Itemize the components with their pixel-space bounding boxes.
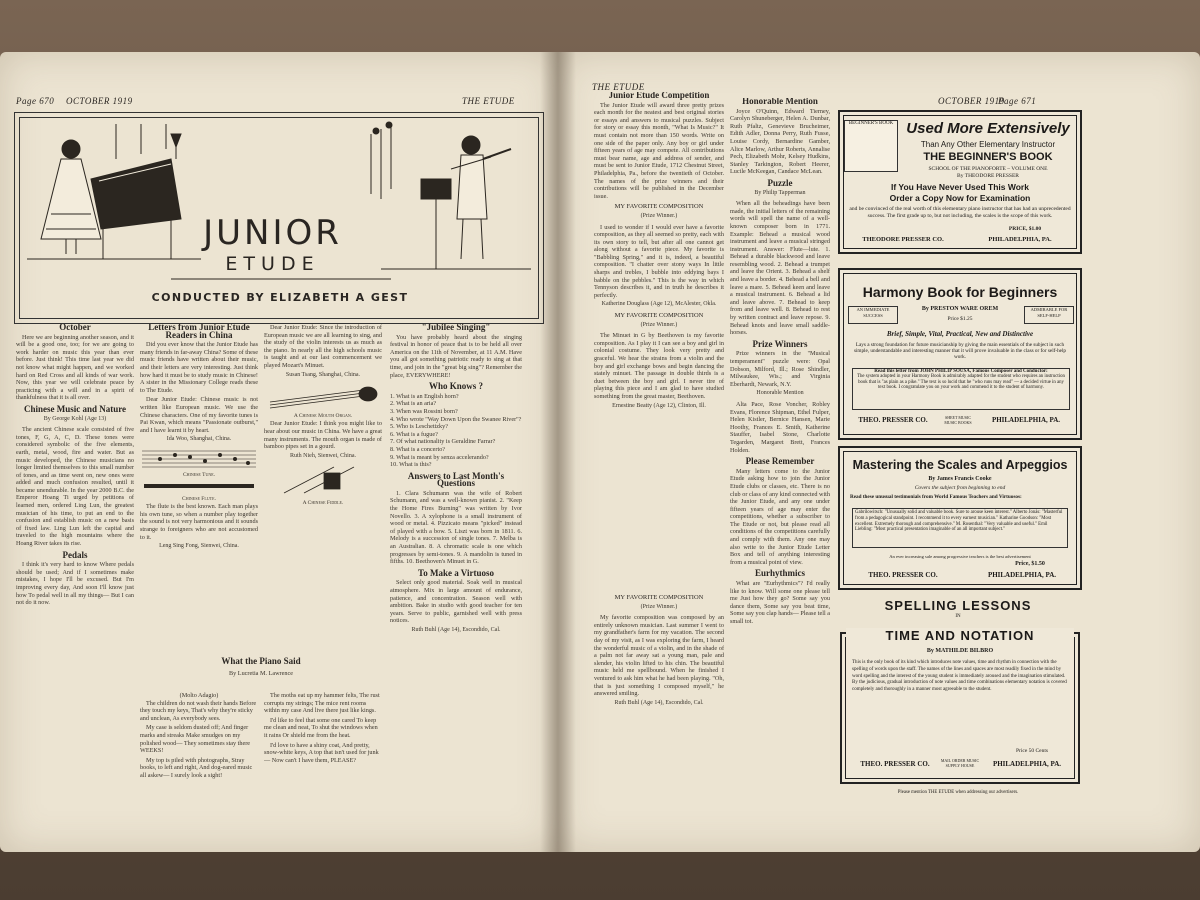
piano-poem-byline: By Lucretia M. Lawrence [229, 670, 293, 677]
piano-poem-title: What the Piano Said [221, 656, 301, 666]
stanza-1: The children do not wash their hands Before they touch my keys, That's why they're sticky and unclean, As everybody sees. [140, 699, 257, 722]
quiz-item: 6. What is a fugue? [390, 430, 438, 438]
girl-dress [41, 159, 101, 239]
ad-3-title: Mastering the Scales and Arpeggios [852, 458, 1068, 472]
advertisers-footer: Please mention THE ETUDE when addressing our advertisers. [897, 790, 1019, 795]
beginners-book-ad [838, 110, 1082, 254]
mouth-organ-figure [264, 382, 382, 410]
ad-3-quotes: Gabrilowitsch: "Unusually solid and valuable book. Sure to arouse keen interest." Alberto Jonás: "Masterful from a pedagogical standpoint. I recommend it to every earnest musician." Katharine Goodson: "Most excellent. Extremely thorough and comprehensive." M. Rosenthal: "Very valuable and useful." Emil Liebling: "Most practical presentation imaginable of an all important subject." [852, 508, 1068, 548]
ad-2-quote: The system adopted in your Harmony Book is admirably adapted for the student who requires an instruction book that is "as plain as a pike." The text is so lucid that he "who runs may read" — a decided virtue in any text book. I congratulate you on your work and commend it to the student of harmony. [857, 374, 1065, 391]
quiz-list [390, 393, 522, 469]
answers-title: Answers to Last Month's Questions [407, 470, 505, 489]
prize-winners-text: Prize winners in the "Musical temperament" puzzle were: Opal Dobson, Milford, Ill.; Rose Shindler, Milwaukee, Wis.; and Virginia Eberhardt, Newark, N.Y. [730, 350, 830, 388]
column-1 [16, 324, 134, 824]
ad-1-author: By THEODORE PRESSER [957, 173, 1019, 179]
ad-4-body: This is the only book of its kind which introduces note values, time and rhythm in connection with the spelling of words upon the staff. The names of the lines and spaces are most readily fixed in the mind by word spelling and the interest of the young student is immediately aroused and the imagination stimulated. By the judicious, gradual introduction of note values and time combinations elementary notation is covered completely and thoroughly in a manner most agreeable to the student. [852, 660, 1067, 693]
stanza-4: The moths eat up my hammer felts, The rust corrupts my strings; The mice rent rooms within my case And live there just like kings. [264, 692, 380, 715]
column-3 [264, 324, 382, 636]
book-cover-label: BEGINNER'S BOOK [848, 121, 894, 126]
quiz-item: 9. What is meant by senza accelerando? [390, 453, 489, 461]
quiz-item: 7. Of what nationality is Geraldine Farrar? [390, 438, 496, 446]
ad-2-endorsement-box [852, 368, 1070, 410]
stanza-5: I'd like to feel that some one cared To keep me clean and neat, To shut the windows when it rains Or shield me from the heat. [264, 716, 378, 739]
ad-2-tag-2: ADMIRABLE FOR SELF-HELP [1024, 306, 1074, 324]
right-page-number: Page 671 [998, 96, 1037, 106]
chinese-flute-caption: Chinese Flute. [182, 495, 216, 502]
ad-1-headline: Used More Extensively [906, 120, 1070, 137]
composition-3-prize: (Prize Winner.) [640, 603, 678, 610]
column-4 [390, 324, 522, 794]
eurhythmics-title: Eurhythmics [754, 568, 805, 579]
ad-1-body: and be convinced of the real worth of this elementary piano instructor that has had an unprecedented success. The first grade up to, but not including, the scales is the scope of this work. [849, 206, 1071, 219]
ad-4-price: Price 50 Cents [1015, 748, 1049, 754]
composition-2-text: The Minuet in G by Beethoven is my favorite composition. As I play it I can see a boy and girl in colonial costume. They look very pretty and graceful. We hear the strains from a violin and the boy and girl exchange bows and begin dancing the stately minuet. The passage in double thirds is a duet between the boy and girl. I never tire of playing this piece and I am glad to have studied something from the great master, Beethoven. [594, 332, 724, 400]
chinese-music-title: Chinese Music and Nature [23, 403, 127, 414]
magazine-name: THE ETUDE [462, 96, 515, 106]
composition-1-title: MY FAVORITE COMPOSITION [614, 203, 704, 211]
issue-date: OCTOBER 1919 [66, 96, 133, 106]
spelling-lessons-ad [840, 628, 1080, 784]
banner-conductor: CONDUCTED BY ELIZABETH A GEST [151, 291, 409, 304]
left-page [0, 52, 558, 852]
honorable-text: Joyce O'Quinn, Edward Tierney, Carolyn Shuneberger, Helen A. Dunbar, Ruth Pfaltz, Genevieve Brucheimer, Edith Adler, Donna Perry, Ruth Fusse, Louise Cordy, Bernardine Gamber, Alice Marlow, Arthur Roberts, Annalise Pech, Elizabeth Mohr, Kelsey Hudkins, Stanley Tarkington, Robert Heerer, Lucile McKeegan, Candace McLean. [730, 107, 830, 176]
ad-3-note: An ever increasing sale among progressive teachers is the best advertisement [889, 554, 1031, 559]
right-column-b [730, 98, 830, 828]
answers-text: 1. Clara Schumann was the wife of Robert Schumann, and was a well-known pianist. 2. "Keep the Home Fires Burning" was written by Ivor Novello. 3. A xylophone is a small instrument of wood or metal. 4. Pizzicato means "picked" instead of played with a bow. 5. Liszt was born in 1811. 6. Melody is a succession of single tones. 7. Melba is an Australian. 8. A chromatic scale is one which progresses by semi-tones. 9. A mandolin is tuned in fifths. 10. Beethoven's Minuet in G. [390, 489, 522, 566]
quiz-item: 1. What is an English horn? [390, 392, 459, 400]
quiz-item: 2. What is an aria? [390, 400, 437, 408]
mouth-organ-caption: A Chinese Mouth Organ. [293, 412, 353, 419]
quiz-item: 10. What is this? [390, 461, 432, 469]
remember-text: Many letters come to the Junior Etude asking how to join the Junior Etude clubs or classes, etc. There is no club or class of any kind connected with the Junior Etude, and any one under fifteen years of age may enter the competitions, whether a subscriber to The Etude or not, but please read all conditions of the competitions carefully and comply with them. Any one may also write to the Junior Etude Letter Box and tell of anything interesting from a musical point of view. [730, 467, 830, 566]
october-heading: October [59, 324, 91, 332]
ad-3-author: By James Francis Cooke [928, 476, 992, 482]
puzzle-byline: By Philip Tapperman [754, 189, 806, 196]
ad-3-price: Price, $1.50 [1015, 561, 1045, 567]
open-magazine [0, 52, 1200, 852]
chinese-fiddle-figure [264, 463, 382, 497]
quiz-item: 8. What is a concerto? [390, 445, 446, 453]
ad-4-title2: TIME AND NOTATION [846, 628, 1074, 643]
eurhythmics-text: What are "Eurhythmics"? I'd really like to know. Will some one please tell me Just how they go? Some say you dance them, Some say you beat time, Some say you clap hands— Please tell a small tot. [730, 580, 830, 625]
scales-arpeggios-ad [838, 446, 1082, 590]
prize-winners-title: Prize Winners [752, 338, 808, 349]
stanza-3: My top is piled with photographs, Stray books, to left and right, And dog-eared music all askew— I surely look a sight! [140, 756, 253, 779]
ad-2-extra: SHEET MUSIC MUSIC BOOKS [944, 415, 972, 425]
ad-3-read: Read these unusual testimonials from World Famous Teachers and Virtuosos: [850, 494, 1022, 500]
remember-title: Please Remember [745, 456, 815, 467]
prize-hm-text: Alta Pace, Rose Voncher, Robley Evans, Florence Shipman, Ethel Fulper, Helen Kistler, Bernice Hansen, Marie Hoothy, Frances E. Smith, Katherine Stauffer, Isabel Stone, Charlotte Tegarden, Margaret Brett, Frances Holden. [730, 400, 830, 454]
ad-1-publisher: THEODORE PRESSER CO. [862, 236, 944, 243]
ad-1-cta1: If You Have Never Used This Work [891, 182, 1029, 192]
chinese-tune-caption: Chinese Tune. [182, 471, 216, 478]
harmony-book-ad [838, 268, 1082, 440]
letter-2: The flute is the best known. Each man plays his own tune, so when a number play together the sound is not very harmonious and it sounds strange to foreigners who are not accustomed to it. [140, 503, 258, 541]
junior-etude-banner [14, 112, 544, 324]
ad-3-publisher: THEO. PRESSER CO. [868, 571, 938, 579]
letter-2-signature: Leng Sing Fong, Sienwei, China. [159, 543, 239, 550]
composition-2-signature: Ernestine Beatty (Age 12), Clinton, Ill. [612, 402, 706, 409]
ad-2-tagline: Brief, Simple, Vital, Practical, New and Distinctive [886, 330, 1034, 338]
ad-1-price: PRICE, $1.00 [1008, 226, 1042, 232]
puzzle-title: Puzzle [767, 177, 793, 188]
jubilee-text: You have probably heard about the singing festival in honor of peace that is to be held all over America on the 11th of November, at 11 A.M. Have you all got something patriotic ready to sing at that time, and join in the "great big sing"? Remember the place, EVERYWHERE! [390, 333, 522, 379]
ad-4-author: By MATHILDE BILBRO [926, 648, 994, 654]
competition-text: The Junior Etude will award three pretty prizes each month for the neatest and best original stories or essays and answers to musical puzzles. Subject for story or essay this month, "What Is Music?" It must contain not more than 150 words. Write on one side of the paper only. Any boy or girl under fifteen years of age may compete. All contributions must bear name, age and address of sender, and must be sent to Junior Etude, 1712 Chestnut Street, Philadelphia, Pa., before the twentieth of October. The names of the prize winners and their contributions will be published in the December issue. [594, 101, 724, 200]
ad-1-line2: Than Any Other Elementary Instructor [920, 140, 1056, 149]
ad-3-subtitle: Covers the subject from beginning to end [914, 485, 1006, 491]
virtuoso-signature: Ruth Buhl (Age 14), Escondido, Cal. [411, 626, 501, 633]
ad-2-endorse: Read this letter from JOHN PHILIP SOUSA, Famous Composer and Conductor: [874, 369, 1048, 374]
quiz-title: Who Knows ? [428, 381, 483, 392]
letters-heading: Letters from Junior Etude Readers in China [148, 324, 250, 340]
right-column-a-lower [594, 594, 724, 834]
right-page [558, 52, 1200, 852]
letter-3: Dear Junior Etude: Since the introduction of European music we are all learning to sing, and the study of the violin interests us as much as the piano. In nearly all the high schools music is taught and at our last commencement we played Mozart's Minuet. [264, 324, 382, 369]
letter-4-signature: Ruth Nieh, Sienwei, China. [290, 452, 356, 459]
composition-3-signature: Ruth Buhl (Age 14), Escondido, Cal. [614, 699, 704, 706]
boy-head [462, 136, 480, 154]
ad-4-city: PHILADELPHIA, PA. [992, 760, 1062, 768]
ad-2-publisher: THEO. PRESSER CO. [858, 416, 928, 424]
ad-2-author: By PRESTON WARE OREM [921, 306, 999, 312]
stanza-6: I'd love to have a shiny coat, And pretty, snow-white keys, A top that isn't used for junk— Now can't I have them, PLEASE? [264, 741, 379, 764]
page-number: Page 670 [16, 96, 55, 106]
stanza-2: My case is seldom dusted off; And finger marks and streaks Make smudges on my polished wood— They sometimes stay there WEEKS! [140, 724, 251, 755]
piano-poem-tempo: (Molto Adagio) [179, 692, 219, 699]
piano-poem-left [140, 692, 258, 832]
ad-4-extra: MAIL ORDER MUSIC SUPPLY HOUSE [940, 758, 980, 768]
composition-3-text: My favorite composition was composed by an entirely unknown musician. Last summer I went to my grandfather's farm for my vacation. The second day of my visit, as I was exploring the farm, I heard the wonderful music of a violin, and in the shade of a palm not far away sat a young man, pale and slender, his violin lifted to his chin. The beautiful music held me spellbound. When he finished I ventured to ask him what he had been playing. "Oh, that is just something I composed myself," he answered smiling. [594, 614, 724, 698]
pedals-title: Pedals [62, 549, 88, 560]
honorable-title: Honorable Mention [742, 98, 818, 106]
composition-2-title: MY FAVORITE COMPOSITION [614, 312, 704, 320]
chinese-flute-figure [140, 479, 258, 493]
right-running-head: THE ETUDE [592, 82, 645, 92]
ad-4-title: SPELLING LESSONS [884, 598, 1032, 613]
quiz-item: 3. When was Rossini born? [390, 407, 458, 415]
ad-4-publisher: THEO. PRESSER CO. [860, 760, 930, 768]
letter-4: Dear Junior Etude: I think you might like to hear about our music in China. We have a great many instruments. The mouth organ is made of bamboo pipes set in a gourd. [264, 420, 382, 451]
ad-2-city: PHILADELPHIA, PA. [991, 416, 1061, 424]
october-text: Here we are beginning another season, and it will be a good one, too; for we are going to work harder on music this year than ever before. Just think! This time last year we did not know what might happen, and we worked hard on Red Cross and all kinds of war work. Now, this year we will celebrate peace by practicing with a will and in a spirit of thankfulness that it is all over. [16, 333, 134, 402]
pedals-poem: I think it's very hard to know Where pedals should be used; And if I sometimes make mistakes, I hope I'll be excused. But I'm improving every day, And soon I'll know just how To pedal well in all my things— But I can not do it now. [16, 561, 134, 607]
puzzle-text: When all the beheadings have been made, the initial letters of the remaining words will spell the name of a well-known composer born in 1771. Example: Behead a musical wood instrument and leave a musical stringed instrument. Answer: Flute—lute. 1. Behead a durable blackwood and leave resembling wood. 2. Behead a trumpet and leave the Orient. 3. Behead a shelf and leave a border. 4. Behead a bell and leave a mare. 5. Behead keen and leave a musical instrument. 6. Behead a lid and leave above. 7. Behead to keep from and leave well. 8. Behead to rest by written contract and leave repose. 9. Behead knots and leave small saddle-horses. [730, 200, 830, 337]
prize-hm-label: Honorable Mention [756, 390, 804, 397]
letters-intro: Did you ever know that the Junior Etude has many friends in far-away China? Some of these music friends have written about their music, and their letters are very interesting. Just think how hard it must be to study music in Chinese! A sister in the Missionary College reads these to The Etude. [140, 341, 258, 394]
book-cover-image [844, 120, 898, 172]
competition-title: Junior Etude Competition [608, 92, 710, 100]
ad-1-series: SCHOOL OF THE PIANOFORTE – VOLUME ONE [928, 166, 1048, 172]
composition-3-title: MY FAVORITE COMPOSITION [614, 594, 704, 601]
ad-1-city: PHILADELPHIA, PA. [988, 236, 1052, 243]
ad-2-body: Lays a strong foundation for future musicianship by giving the main essentials of the subject in such simple, understandable and interesting manner that it will prove invaluable in the class or for self-help work. [853, 342, 1067, 361]
virtuoso-title: To Make a Virtuoso [418, 567, 494, 578]
composition-1-signature: Katherine Douglass (Age 12), McAlester, Okla. [601, 301, 717, 308]
letter-1: Dear Junior Etude: Chinese music is not written like European music. We use the Chinese characters. One of my favorite tunes is Pai Kwan, which means "Passionate outburst," and I have learnt it by heart. [140, 396, 258, 434]
chinese-tune-notation [140, 447, 258, 469]
ad-1-cta2: Order a Copy Now for Examination [889, 193, 1031, 203]
ad-2-tag-1: AN IMMEDIATE SUCCESS [848, 306, 898, 324]
composition-2-prize: (Prize Winner.) [640, 321, 678, 328]
chinese-music-byline: By George Kohl (Age 13) [43, 415, 107, 422]
composition-1-prize: (Prize Winner.) [640, 212, 678, 219]
quiz-item: 4. Who wrote "Way Down Upon the Swanee River"? [390, 415, 522, 423]
jubilee-heading: "Jubilee Singing" [421, 324, 491, 332]
letter-3-signature: Susan Tsang, Shanghai, China. [285, 371, 361, 378]
fiddle-caption: A Chinese Fiddle. [302, 499, 344, 506]
banner-title: JUNIOR [203, 213, 342, 253]
letter-1-signature: Ida Woo, Shanghai, China. [166, 436, 232, 443]
ad-2-title: Harmony Book for Beginners [862, 284, 1058, 300]
right-column-a [594, 92, 724, 452]
column-2 [140, 324, 258, 624]
virtuoso-text: Select only good material. Soak well in musical atmosphere. Mix in large amount of endurance, patience, and concentration. Season well with ambition. Bake in studio with good teacher for ten years. Serve to public, garnished well with press notices. [390, 579, 522, 625]
ad-3-city: PHILADELPHIA, PA. [987, 571, 1057, 579]
chinese-music-text: The ancient Chinese scale consisted of five tones, F, G, A, C, D. These tones were considered symbolic of the five elements, earth, metal, wood, fire and water. But as music developed, the Chinese musicians no longer limited themselves to this small number of tones, and as time went on, new ones were added and much confusion resulted, until it became unendurable. In the year 2000 B.C. the Emperor Hoang Ti urged by petitions of learned men, ordered Ling Lun, the greatest musician of his time, to put an end to the confusion and establish music on a new basis of fixed law. Ling Lun left the capital and traveled to the high mountains where the Hoang River takes its rise. [16, 426, 134, 548]
right-issue-date: OCTOBER 1919 [938, 96, 1005, 106]
quiz-item: 5. Who is Leschetizky? [390, 423, 448, 431]
girl-head [62, 140, 80, 158]
ad-4-in: IN [955, 614, 961, 619]
composition-1-text: I used to wonder if I would ever have a favorite composition, as they all seemed so pretty, each with its own story to tell, but after all one cannot get along without a favorite piece. My favorite is "Babbling Spring," and it is, indeed, a beautiful composition. "I chatter over stony ways In little sharps and trebles, I bubble into eddying bays I babble on the pebbles." This is the way in which Tennyson describes it, and in truth he describes it perfectly. [594, 223, 724, 299]
banner-subtitle: ETUDE [225, 253, 320, 275]
ad-2-price: Price $1.25 [947, 316, 973, 322]
ad-1-book: THE BEGINNER'S BOOK [923, 151, 1053, 163]
piano-poem-right [264, 692, 382, 832]
